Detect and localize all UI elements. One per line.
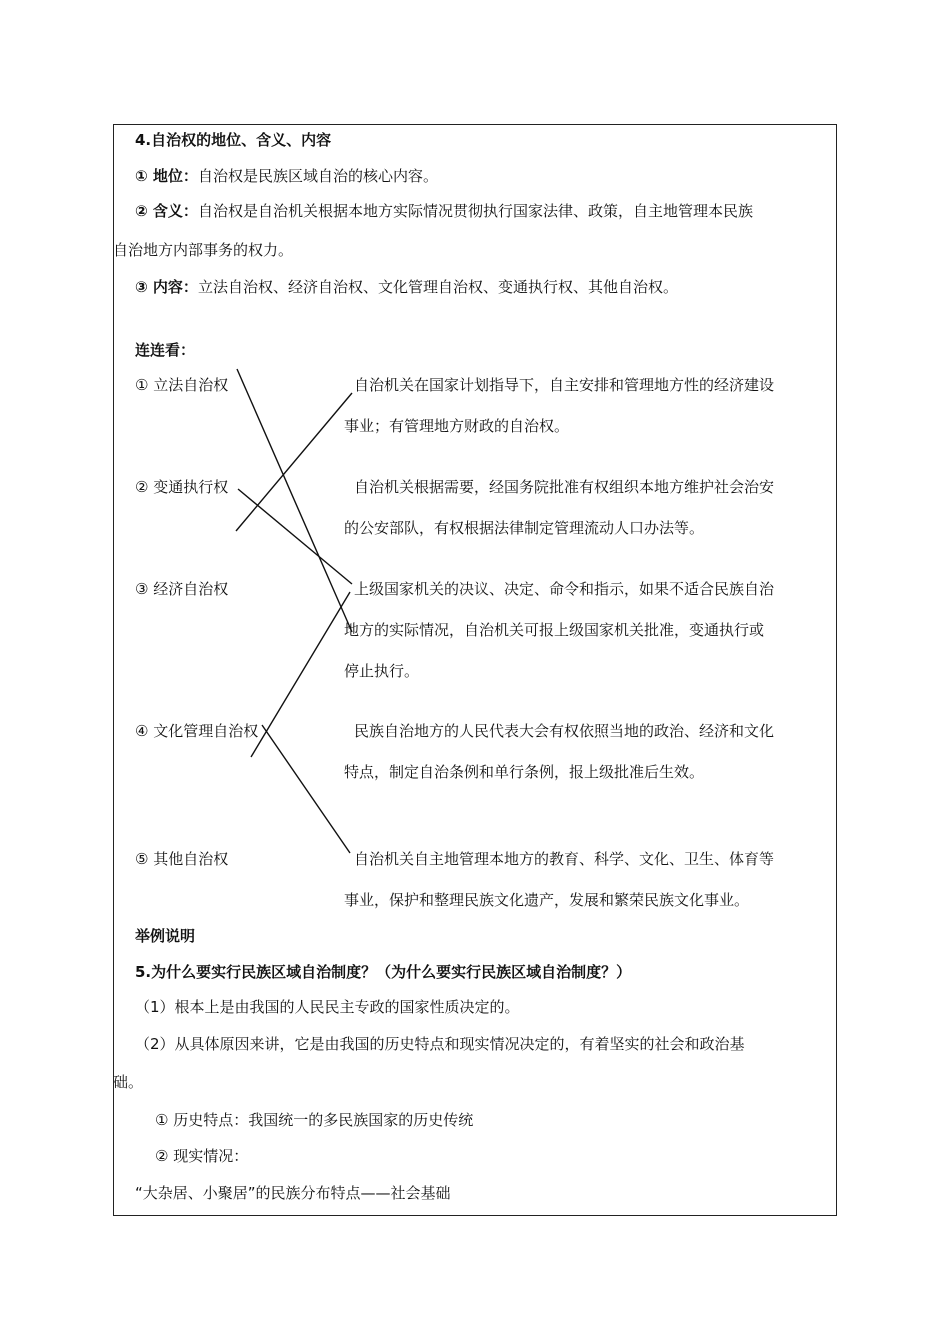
section5-p2-line-2: 础。 [113, 1073, 144, 1091]
section5-p4: ② 现实情况： [155, 1147, 249, 1165]
right-item-4-line-2: 特点，制定自治条例和单行条例，报上级批准后生效。 [344, 763, 705, 781]
status-label: ① 地位： [135, 167, 198, 185]
section5-p2-line-1: （2）从具体原因来讲，它是由我国的历史特点和现实情况决定的，有着坚实的社会和政治基 [135, 1035, 745, 1053]
left-item-3: ③ 经济自治权 [135, 580, 229, 598]
right-item-2-line-1: 自治机关根据需要，经国务院批准有权组织本地方维护社会治安 [354, 478, 775, 496]
examples-heading: 举例说明 [135, 927, 196, 945]
section5-heading: 5.为什么要实行民族区域自治制度？（为什么要实行民族区域自治制度？） [135, 963, 632, 981]
section4-heading: 4.自治权的地位、含义、内容 [135, 131, 332, 149]
right-item-1-line-1: 自治机关在国家计划指导下，自主安排和管理地方性的经济建设 [354, 376, 775, 394]
connector-line [262, 725, 350, 853]
meaning-text-1: 自治权是自治机关根据本地方实际情况贯彻执行国家法律、政策，自主地管理本民族 [197, 202, 753, 220]
left-item-1: ① 立法自治权 [135, 376, 229, 394]
content-text: 立法自治权、经济自治权、文化管理自治权、变通执行权、其他自治权。 [197, 278, 678, 296]
right-item-2-line-2: 的公安部队，有权根据法律制定管理流动人口办法等。 [344, 519, 705, 537]
matching-heading: 连连看： [135, 341, 196, 359]
left-item-4: ④ 文化管理自治权 [135, 722, 259, 740]
section5-p3: ① 历史特点：我国统一的多民族国家的历史传统 [155, 1111, 474, 1129]
left-item-5: ⑤ 其他自治权 [135, 850, 229, 868]
connector-line [237, 369, 352, 632]
section5-p1: （1）根本上是由我国的人民民主专政的国家性质决定的。 [135, 998, 520, 1016]
right-item-3-line-1: 上级国家机关的决议、决定、命令和指示，如果不适合民族自治 [354, 580, 775, 598]
right-item-3-line-2: 地方的实际情况，自治机关可报上级国家机关批准，变通执行或 [344, 621, 765, 639]
content-label: ③ 内容： [135, 278, 198, 296]
left-item-2: ② 变通执行权 [135, 478, 229, 496]
right-item-1-line-2: 事业；有管理地方财政的自治权。 [344, 417, 570, 435]
section5-p5: “大杂居、小聚居”的民族分布特点——社会基础 [135, 1184, 451, 1202]
meaning-text-2: 自治地方内部事务的权力。 [113, 241, 294, 259]
right-item-5-line-1: 自治机关自主地管理本地方的教育、科学、文化、卫生、体育等 [354, 850, 775, 868]
right-item-4-line-1: 民族自治地方的人民代表大会有权依照当地的政治、经济和文化 [354, 722, 775, 740]
right-item-5-line-2: 事业，保护和整理民族文化遗产，发展和繁荣民族文化事业。 [344, 891, 750, 909]
status-text: 自治权是民族区域自治的核心内容。 [197, 167, 438, 185]
right-item-3-line-3: 停止执行。 [344, 662, 420, 680]
connector-line [236, 393, 352, 531]
connector-line [251, 592, 350, 757]
meaning-label: ② 含义： [135, 202, 198, 220]
